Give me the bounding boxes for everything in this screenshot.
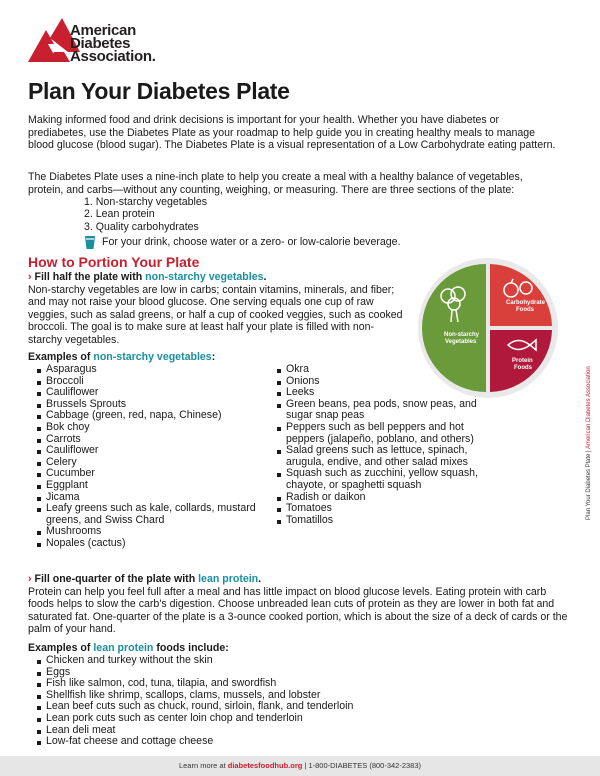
- ada-wordmark: American Diabetes Association.: [70, 22, 156, 65]
- list-item: Tomatillos: [276, 515, 481, 527]
- drink-tip-text: For your drink, choose water or a zero- or low-calorie beverage.: [102, 236, 401, 248]
- list-item: Eggplant: [36, 480, 271, 492]
- chevron-right-icon: ›: [28, 271, 32, 283]
- portion-heading: How to Portion Your Plate: [28, 254, 200, 270]
- svg-text:Foods: Foods: [514, 365, 532, 371]
- list-item: Shellfish like shrimp, scallops, clams, mussels, and lobster: [36, 690, 536, 702]
- veg-list-col1: [36, 364, 271, 550]
- drink-tip: [82, 234, 401, 250]
- protein-subheading: › Fill one-quarter of the plate with lean protein.: [28, 573, 262, 585]
- list-item: Squash such as zucchini, yellow squash, chayote, or spaghetti squash: [276, 468, 481, 491]
- list-item: Eggs: [36, 667, 536, 679]
- list-item: Radish or daikon: [276, 492, 481, 504]
- footer: Learn more at diabetesfoodhub.org | 1-800-DIABETES (800-342-2383): [0, 756, 600, 776]
- svg-text:Protein: Protein: [512, 358, 533, 364]
- list-item: Cauliflower: [36, 387, 271, 399]
- list-item: Salad greens such as lettuce, spinach, arugula, endive, and other salad mixes: [276, 445, 481, 468]
- list-item: Mushrooms: [36, 526, 271, 538]
- veg-body: Non-starchy vegetables are low in carbs; contain vitamins, minerals, and fiber; and may not raise your blood glucose. One serving equals one cup of raw veggies, such as salad greens, or half a cup of cooked veggies, such as cooked broccoli. The goal is to make sure at least half your plate is filled with non-starchy vegetables.: [28, 284, 403, 346]
- list-item: Leafy greens such as kale, collards, mustard greens, and Swiss Chard: [36, 503, 271, 526]
- list-item: Jicama: [36, 492, 271, 504]
- footer-link[interactable]: diabetesfoodhub.org: [227, 761, 303, 770]
- protein-examples-heading: Examples of lean protein foods include:: [28, 642, 229, 654]
- water-glass-icon: [82, 234, 98, 250]
- svg-text:Foods: Foods: [516, 307, 534, 313]
- list-item: 3. Quality carbohydrates: [84, 220, 199, 233]
- page-title: Plan Your Diabetes Plate: [28, 78, 290, 104]
- list-item: Lean pork cuts such as center loin chop and tenderloin: [36, 713, 536, 725]
- svg-text:Vegetables: Vegetables: [445, 339, 477, 345]
- list-item: Chicken and turkey without the skin: [36, 655, 536, 667]
- intro-paragraph: Making informed food and drink decisions is important for your health. Whether you have diabetes or prediabetes, use the Diabetes Plate as your roadmap to help guide you in creating healthy meals to manage blood glucose (blood sugar). The Diabetes Plate is a visual representation of a Low Carbohydrate eating pattern.: [28, 114, 556, 152]
- diabetes-plate-diagram: [418, 258, 558, 398]
- list-item: Cucumber: [36, 468, 271, 480]
- chevron-right-icon: ›: [28, 573, 32, 585]
- list-item: Tomatoes: [276, 503, 481, 515]
- list-item: Brussels Sprouts: [36, 399, 271, 411]
- list-item: Lean deli meat: [36, 725, 536, 737]
- list-item: Cabbage (green, red, napa, Chinese): [36, 410, 271, 422]
- svg-text:Non-starchy: Non-starchy: [444, 332, 480, 338]
- list-item: Celery: [36, 457, 271, 469]
- list-item: Carrots: [36, 434, 271, 446]
- veg-examples-heading: Examples of non-starchy vegetables:: [28, 351, 216, 363]
- list-item: Asparagus: [36, 364, 271, 376]
- list-item: Fish like salmon, cod, tuna, tilapia, and swordfish: [36, 678, 536, 690]
- list-item: Green beans, pea pods, snow peas, and sugar snap peas: [276, 399, 481, 422]
- plate-intro-paragraph: The Diabetes Plate uses a nine-inch plate to help you create a meal with a healthy balance of vegetables, protein, and carbs—without any counting, weighing, or measuring. There are three sections of the plate:: [28, 171, 523, 196]
- protein-body: Protein can help you feel full after a meal and has little impact on blood glucose levels. Eating protein with carb foods helps to slow the carb's digestion. Choose unbreaded lean cuts of protein as they are lower in both fat and saturated fat. One-quarter of the plate is a 3-ounce cooked portion, which is about the size of a deck of cards or the palm of your hand.: [28, 586, 568, 636]
- list-item: Lean beef cuts such as chuck, round, sirloin, flank, and tenderloin: [36, 701, 536, 713]
- protein-list: [36, 655, 536, 748]
- list-item: Nopales (cactus): [36, 538, 271, 550]
- list-item: 1. Non-starchy vegetables: [84, 196, 208, 208]
- list-item: Broccoli: [36, 376, 271, 388]
- list-item: 2. Lean protein: [84, 208, 155, 221]
- side-caption: Plan Your Diabetes Plate | American Diabetes Association: [586, 366, 592, 520]
- list-item: Low-fat cheese and cottage cheese: [36, 736, 536, 748]
- veg-subheading: › Fill half the plate with non-starchy vegetables.: [28, 271, 267, 283]
- list-item: Cauliflower: [36, 445, 271, 457]
- list-item: Peppers such as bell peppers and hot peppers (jalapeño, poblano, and others): [276, 422, 481, 445]
- list-item: Onions: [276, 376, 481, 388]
- list-item: Okra: [276, 364, 481, 376]
- list-item: Leeks: [276, 387, 481, 399]
- svg-text:Carbohydrate: Carbohydrate: [506, 300, 546, 306]
- list-item: Bok choy: [36, 422, 271, 434]
- plate-sections-list: [84, 196, 207, 233]
